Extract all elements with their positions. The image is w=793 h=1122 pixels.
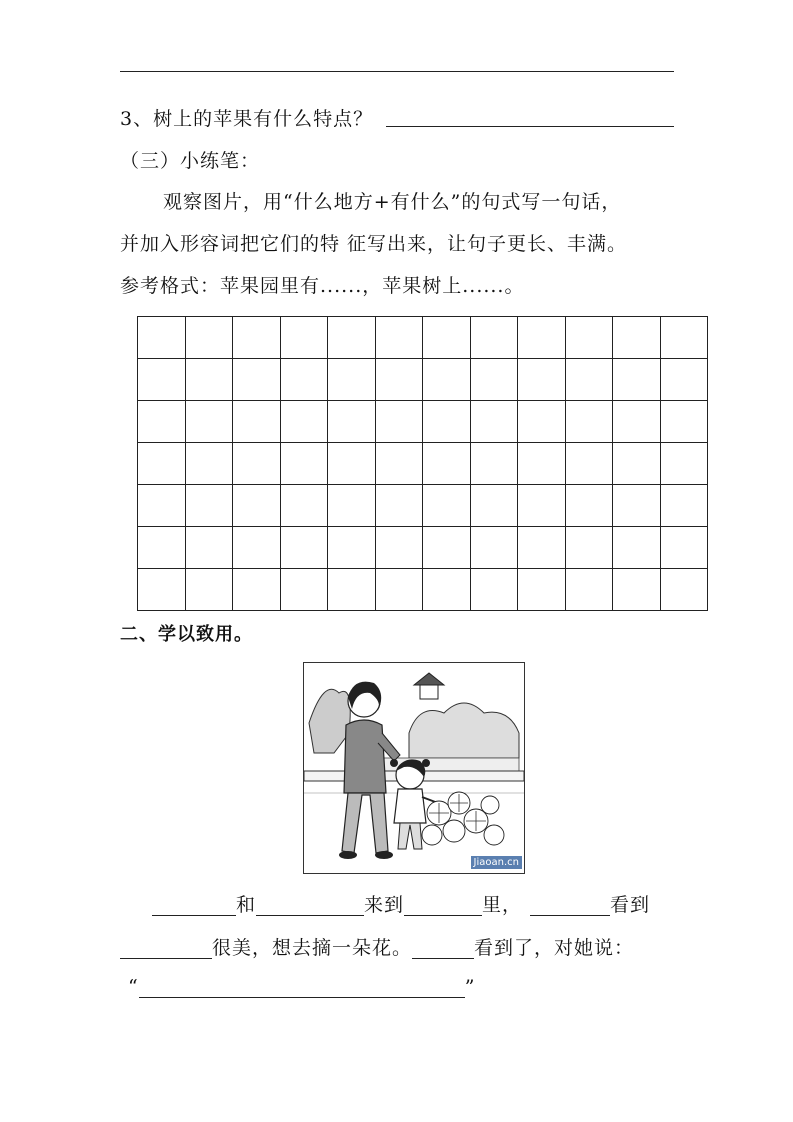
blank-speech[interactable] (139, 977, 465, 998)
grid-cell[interactable] (470, 317, 518, 359)
grid-cell[interactable] (565, 527, 613, 569)
grid-cell[interactable] (280, 401, 328, 443)
format-line: 参考格式：苹果园里有......，苹果树上......。 (120, 275, 525, 297)
grid-cell[interactable] (613, 443, 661, 485)
instruction-line-2: 并加入形容词把它们的特 征写出来，让句子更长、丰满。 (120, 233, 628, 255)
grid-cell[interactable] (660, 527, 708, 569)
grid-cell[interactable] (185, 569, 233, 611)
writing-grid[interactable] (137, 316, 708, 611)
grid-cell[interactable] (138, 401, 186, 443)
grid-cell[interactable] (138, 485, 186, 527)
grid-cell[interactable] (518, 401, 566, 443)
grid-cell[interactable] (613, 401, 661, 443)
grid-cell[interactable] (375, 401, 423, 443)
grid-cell[interactable] (423, 317, 471, 359)
grid-cell[interactable] (565, 401, 613, 443)
grid-cell[interactable] (328, 317, 376, 359)
grid-cell[interactable] (138, 359, 186, 401)
grid-cell[interactable] (613, 569, 661, 611)
grid-cell[interactable] (470, 359, 518, 401)
grid-cell[interactable] (185, 359, 233, 401)
grid-cell[interactable] (375, 485, 423, 527)
grid-cell[interactable] (613, 527, 661, 569)
grid-row (138, 359, 708, 401)
phrase-very-beautiful: 很美，想去摘一朵花。 (212, 937, 413, 959)
grid-cell[interactable] (613, 317, 661, 359)
question-3-answer-line[interactable] (386, 126, 674, 127)
grid-cell[interactable] (423, 359, 471, 401)
word-saw: 看到 (610, 894, 651, 916)
grid-cell[interactable] (423, 569, 471, 611)
grid-cell[interactable] (280, 485, 328, 527)
grid-cell[interactable] (328, 527, 376, 569)
close-quote: ” (464, 976, 476, 998)
grid-cell[interactable] (660, 569, 708, 611)
open-quote: “ (128, 976, 139, 998)
grid-cell[interactable] (660, 359, 708, 401)
grid-row (138, 569, 708, 611)
grid-cell[interactable] (518, 569, 566, 611)
grid-cell[interactable] (280, 569, 328, 611)
grid-cell[interactable] (565, 359, 613, 401)
part-2-title: 二、学以致用。 (120, 624, 253, 645)
grid-cell[interactable] (518, 359, 566, 401)
blank-person-1[interactable] (152, 895, 236, 916)
blank-what-was-seen[interactable] (120, 938, 212, 959)
grid-row (138, 401, 708, 443)
grid-cell[interactable] (613, 359, 661, 401)
grid-cell[interactable] (375, 569, 423, 611)
blank-place[interactable] (404, 895, 482, 916)
grid-cell[interactable] (375, 359, 423, 401)
grid-cell[interactable] (470, 569, 518, 611)
grid-cell[interactable] (138, 317, 186, 359)
grid-cell[interactable] (423, 527, 471, 569)
grid-cell[interactable] (185, 401, 233, 443)
grid-cell[interactable] (660, 317, 708, 359)
grid-row (138, 485, 708, 527)
grid-cell[interactable] (470, 443, 518, 485)
grid-cell[interactable] (138, 527, 186, 569)
question-3: 3、树上的苹果有什么特点？ (120, 108, 374, 130)
grid-cell[interactable] (565, 485, 613, 527)
grid-cell[interactable] (660, 443, 708, 485)
grid-row (138, 527, 708, 569)
grid-cell[interactable] (328, 485, 376, 527)
grid-cell[interactable] (233, 359, 281, 401)
fill-in-line-1 (152, 894, 650, 916)
grid-cell[interactable] (328, 443, 376, 485)
grid-cell[interactable] (470, 527, 518, 569)
grid-cell[interactable] (233, 569, 281, 611)
grid-cell[interactable] (185, 527, 233, 569)
section-3-title: （三）小练笔： (120, 150, 261, 172)
grid-cell[interactable] (233, 401, 281, 443)
grid-cell[interactable] (660, 401, 708, 443)
grid-cell[interactable] (280, 359, 328, 401)
grid-cell[interactable] (423, 485, 471, 527)
grid-cell[interactable] (375, 527, 423, 569)
top-rule (120, 71, 674, 72)
blank-who-saw[interactable] (530, 895, 610, 916)
grid-cell[interactable] (613, 485, 661, 527)
grid-row (138, 443, 708, 485)
grid-cell[interactable] (565, 443, 613, 485)
word-and: 和 (236, 894, 257, 916)
grid-cell[interactable] (138, 443, 186, 485)
grid-cell[interactable] (375, 317, 423, 359)
blank-person-2[interactable] (256, 895, 364, 916)
watermark-badge: Jiaoan.cn (471, 856, 522, 869)
illustration-svg (304, 663, 524, 873)
grid-cell[interactable] (185, 443, 233, 485)
grid-cell[interactable] (233, 527, 281, 569)
grid-cell[interactable] (328, 401, 376, 443)
grid-row (138, 317, 708, 359)
grid-cell[interactable] (518, 527, 566, 569)
grid-cell[interactable] (423, 401, 471, 443)
blank-who-saw-it[interactable] (412, 938, 474, 959)
grid-cell[interactable] (565, 569, 613, 611)
grid-cell[interactable] (470, 485, 518, 527)
grid-cell[interactable] (660, 485, 708, 527)
grid-cell[interactable] (280, 443, 328, 485)
grid-cell[interactable] (518, 443, 566, 485)
fill-in-line-3 (128, 976, 475, 998)
grid-cell[interactable] (565, 317, 613, 359)
grid-cell[interactable] (280, 317, 328, 359)
grid-cell[interactable] (185, 317, 233, 359)
grid-cell[interactable] (423, 443, 471, 485)
grid-cell[interactable] (375, 443, 423, 485)
grid-cell[interactable] (470, 401, 518, 443)
grid-cell[interactable] (185, 485, 233, 527)
illustration-mother-girl-flowers (303, 662, 525, 874)
grid-cell[interactable] (280, 527, 328, 569)
grid-cell[interactable] (518, 485, 566, 527)
grid-cell[interactable] (233, 443, 281, 485)
grid-cell[interactable] (328, 569, 376, 611)
word-came-to: 来到 (364, 894, 405, 916)
phrase-saw-it: 看到了，对她说： (474, 937, 635, 959)
grid-cell[interactable] (328, 359, 376, 401)
word-inside: 里， (482, 894, 523, 916)
grid-cell[interactable] (233, 485, 281, 527)
grid-cell[interactable] (233, 317, 281, 359)
instruction-line-1: 观察图片，用“什么地方+有什么”的句式写一句话， (163, 191, 622, 213)
fill-in-line-2 (120, 937, 634, 959)
grid-cell[interactable] (138, 569, 186, 611)
grid-cell[interactable] (518, 317, 566, 359)
